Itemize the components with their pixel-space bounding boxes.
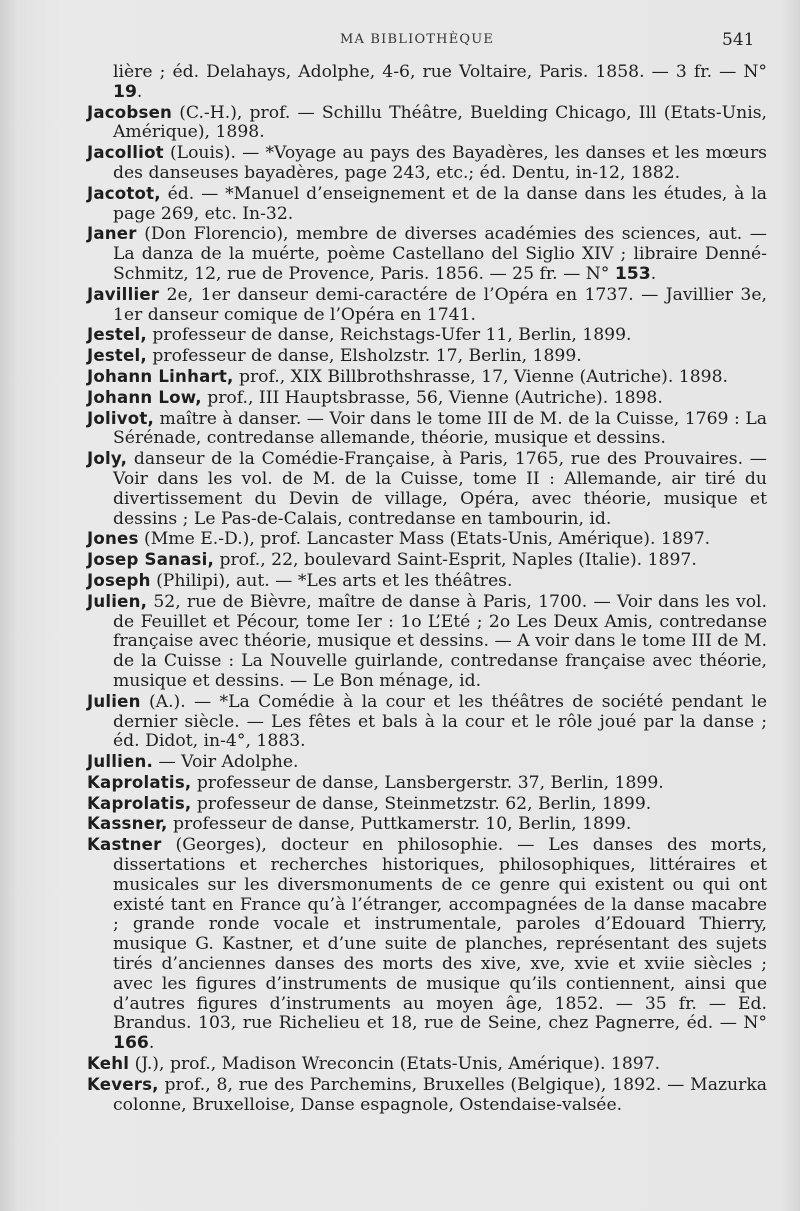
entry-text: lière ; éd. Delahays, Adolphe, 4-6, rue Voltaire, Paris. 1858. — 3 fr. — N° [113,62,767,82]
entry-after: . [136,81,143,102]
entry-name: Jestel, [87,346,147,366]
entry-ref: 153 [614,263,651,284]
entry [87,814,767,835]
entry-text: (Don Florencio), membre de diverses académies des sciences, aut. — La danza de la muérte, poème Castellano del Siglio XIV ; libraire Denné-Schmitz, 12, rue de Provence, Paris. 1856. — 25 fr. — N° [113,224,767,284]
entry [87,143,767,184]
entry [87,409,767,450]
entry [87,103,767,144]
entry-name: Johann Linhart, [87,366,234,386]
entry-list [87,62,767,1115]
entry-text: 52, rue de Bièvre, maître de danse à Paris, 1700. — Voir dans les vol. de Feuillet et Pécour, tome Ier : 1o L’Eté ; 2o Les Deux Amis, contredanse française avec théorie, musique et dessins. — A voir dans le tome III de M. de la Cuisse : La Nouvelle guirlande, contredanse française avec théorie, musique et dessins. — Le Bon ménage, id. [113,591,767,691]
entry [87,285,767,326]
entry-name: Johann Low, [87,387,202,407]
entry-after: . [650,263,657,284]
entry-text: (A.). — *La Comédie à la cour et les théâtres de société pendant le dernier siècle. — Les fêtes et bals à la cour et le rôle joué par la danse ; éd. Didot, in-4°, 1883. [113,691,767,752]
entry-text: (C.-H.), prof. — Schillu Théâtre, Buelding Chicago, Ill (Etats-Unis, Amérique), 1898. [113,102,767,143]
entry-text: — Voir Adolphe. [153,752,299,773]
entry-text: prof., III Hauptsbrasse, 56, Vienne (Autriche). 1898. [201,387,663,408]
entry-name: Jacolliot [87,143,164,163]
entry-text: professeur de danse, Lansbergerstr. 37, Berlin, 1899. [191,772,664,793]
entry-name: Jacobsen [87,102,173,122]
entry-text: (Philipi), aut. — *Les arts et les théâtres. [150,570,513,591]
entry [87,449,767,529]
entry-text: (Georges), docteur en philosophie. — Les danses des morts, dissertations et recherches historiques, philosophiques, littéraires et musicales sur les diversmonuments de ce genre qui existent ou qui ont existé tant en France qu’à l’étranger, accompagnées de la danse macabre ; grande ronde vocale et instrumentale, paroles d’Edouard Thierry, musique G. Kastner, et d’une suite de planches, représentant des sujets tirés d’anciennes danses des morts des xive, xve, xvie et xviie siècles ; avec les figures d’instruments de musique qu’ils contiennent, ainsi que d’autres figures d’instruments au moyen âge, 1852. — 35 fr. — Ed. Brandus. 103, rue Richelieu et 18, rue de Seine, chez Pagnerre, éd. — N° [113,835,767,1034]
entry-name: Jolivot, [87,408,155,428]
entry [87,794,767,815]
entry-name: Jacotot, [87,183,161,203]
entry-text: prof., XIX Billbrothshrasse, 17, Vienne (Autriche). 1898. [233,366,729,387]
entry-name: Kassner, [87,814,168,834]
entry-text: professeur de danse, Elsholzstr. 17, Berlin, 1899. [146,346,582,367]
entry-text: (Mme E.-D.), prof. Lancaster Mass (Etats-Unis, Amérique). 1897. [138,529,711,550]
entry [87,592,767,692]
entry-name: Janer [87,224,137,244]
entry [87,550,767,571]
entry [87,367,767,388]
entry [87,835,767,1054]
entry-name: Kaprolatis, [87,793,192,813]
entry [87,346,767,367]
entry-name: Kaprolatis, [87,772,192,792]
entry [87,224,767,284]
entry-name: Kevers, [87,1074,159,1094]
entry-text: (Louis). — *Voyage au pays des Bayadères, les danses et les mœurs des danseuses bayadères, page 243, etc.; éd. Dentu, in-12, 1882. [113,143,767,183]
entry-text: maître à danser. — Voir dans le tome III de M. de la Cuisse, 1769 : La Sérénade, contredanse allemande, théorie, musique et dessins. [113,408,767,449]
entry [87,325,767,346]
entry-text: professeur de danse, Steinmetzstr. 62, Berlin, 1899. [191,793,652,814]
entry-text: prof., 22, boulevard Saint-Esprit, Naples (Italie). 1897. [214,550,697,571]
entry-ref: 166 [113,1033,149,1054]
entry-name: Jones [87,529,139,549]
running-head: MA BIBLIOTHÈQUE [340,32,495,47]
entry [87,752,767,773]
entry [87,571,767,592]
entry-ref: 19 [113,81,137,102]
entry-name: Josep Sanasi, [87,550,214,570]
entry-after: . [148,1033,155,1054]
entry-text: professeur de danse, Puttkamerstr. 10, Berlin, 1899. [167,814,632,835]
entry-text: prof., 8, rue des Parchemins, Bruxelles (Belgique), 1892. — Mazurka colonne, Bruxelloise, Danse espagnole, Ostendaise-valsée. [113,1074,767,1115]
entry-text: éd. — *Manuel d’enseignement et de la danse dans les études, à la page 269, etc. In-32. [113,183,767,224]
entry-name: Jullien. [87,752,154,772]
entry [87,773,767,794]
entry-name: Kehl [87,1054,130,1074]
entry-name: Jestel, [87,325,147,345]
entry-text: professeur de danse, Reichstags-Ufer 11, Berlin, 1899. [146,325,632,346]
entry-name: Joly, [87,449,128,469]
entry-name: Joseph [87,570,151,590]
entry-name: Julien [87,691,141,711]
entry [87,388,767,409]
entry [87,692,767,752]
entry-text: 2e, 1er danseur demi-caractére de l’Opéra en 1737. — Javillier 3e, 1er danseur comique de l’Opéra en 1741. [113,284,767,325]
entry [87,62,767,103]
entry [87,184,767,225]
entry-name: Kastner [87,835,162,855]
entry-name: Julien, [87,591,148,611]
entry [87,1054,767,1075]
entry-text: (J.), prof., Madison Wreconcin (Etats-Unis, Amérique). 1897. [129,1054,661,1075]
page-number: 541 [722,30,755,50]
entry [87,529,767,550]
page-header [0,30,800,54]
entry-text: danseur de la Comédie-Française, à Paris, 1765, rue des Prouvaires. — Voir dans les vol. de M. de la Cuisse, tome II : Allemande, air tiré du divertissement du Devin de village, Opéra, avec théorie, musique et dessins ; Le Pas-de-Calais, contredanse en tambourin, id. [113,449,767,529]
entry [87,1075,767,1116]
entry-name: Javillier [87,284,160,304]
